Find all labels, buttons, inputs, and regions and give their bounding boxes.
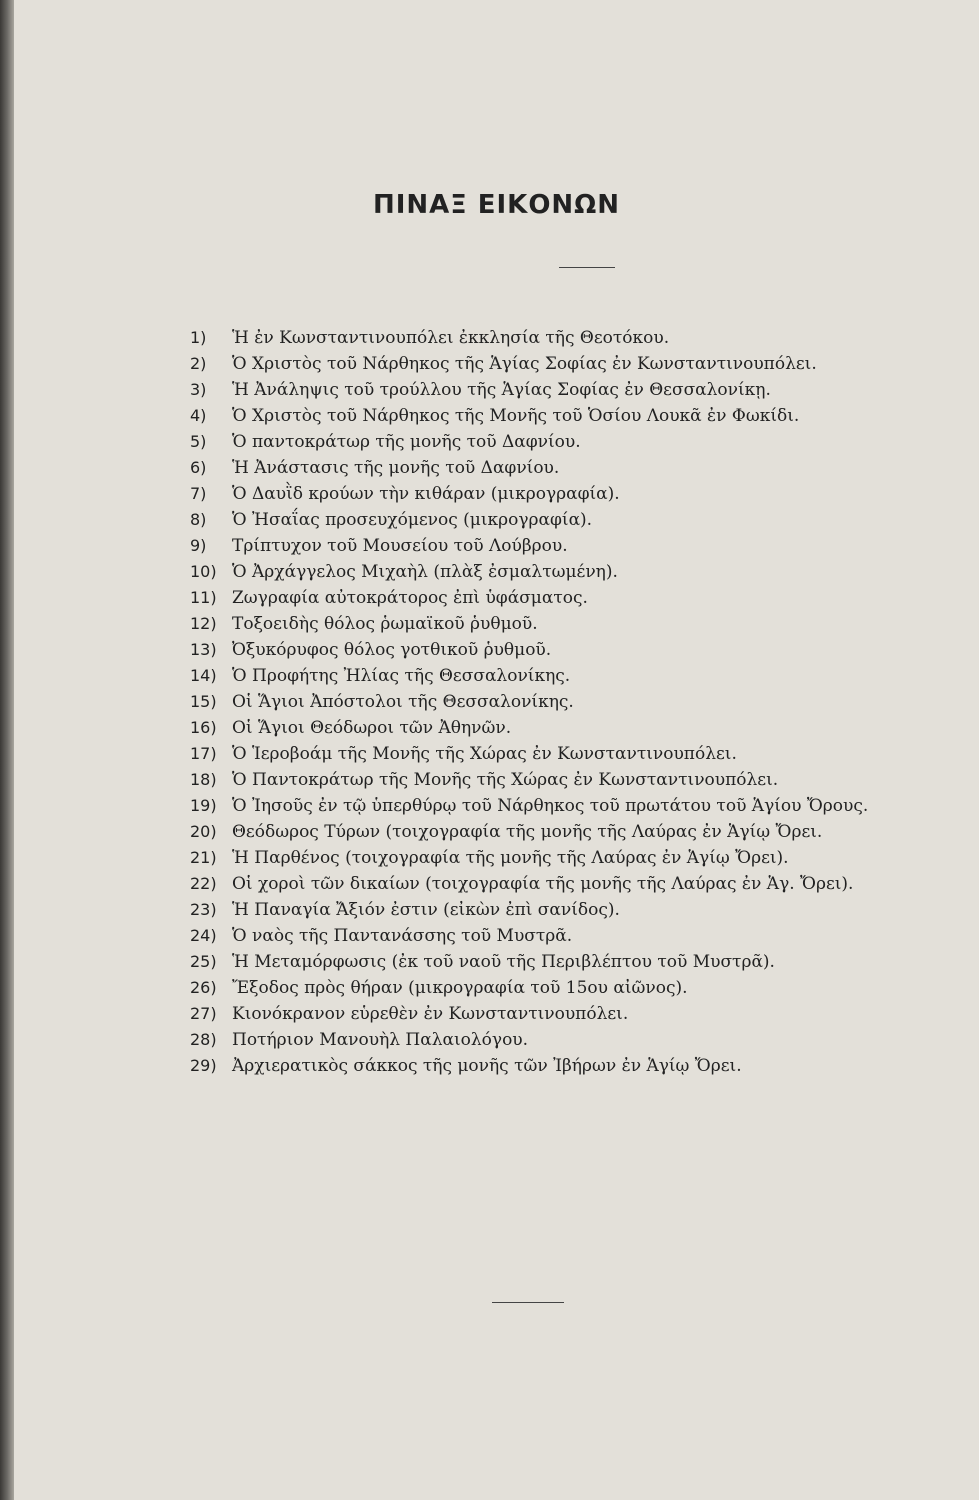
list-item [190, 429, 965, 455]
item-number: 23) [190, 900, 217, 919]
list-item [190, 741, 965, 767]
item-text: Ποτήριον Μανουὴλ Παλαιολόγου. [232, 1030, 529, 1050]
item-text: Τοξοειδὴς θόλος ῥωμαϊκοῦ ῥυθμοῦ. [232, 614, 538, 634]
list-item [190, 715, 965, 741]
item-number: 26) [190, 978, 217, 997]
list-item [190, 559, 965, 585]
list-item [190, 637, 965, 663]
item-text: Ἔξοδος πρὸς θήραν (μικρογραφία τοῦ 15ου αἰῶνος). [232, 978, 688, 998]
item-text: Ὁ παντοκράτωρ τῆς μονῆς τοῦ Δαφνίου. [232, 432, 581, 452]
list-item [190, 949, 965, 975]
book-spine-shadow [0, 0, 14, 1500]
list-item [190, 845, 965, 871]
item-number: 5) [190, 432, 207, 451]
item-text: Ἡ ἐν Κωνσταντινουπόλει ἐκκλησία τῆς Θεοτόκου. [232, 328, 670, 348]
item-number: 11) [190, 588, 217, 607]
item-number: 10) [190, 562, 217, 581]
item-text: Θεόδωρος Τύρων (τοιχογραφία τῆς μονῆς τῆς Λαύρας ἐν Ἁγίῳ Ὄρει. [232, 822, 823, 842]
list-item [190, 481, 965, 507]
item-text: Ἡ Ἀνάστασις τῆς μονῆς τοῦ Δαφνίου. [232, 458, 560, 478]
item-number: 15) [190, 692, 217, 711]
list-item [190, 325, 965, 351]
item-number: 1) [190, 328, 207, 347]
item-text: Ὁ Προφήτης Ἠλίας τῆς Θεσσαλονίκης. [232, 666, 571, 686]
item-number: 25) [190, 952, 217, 971]
item-text: Ὁ Δαυῒδ κρούων τὴν κιθάραν (μικρογραφία). [232, 484, 620, 504]
item-number: 3) [190, 380, 207, 399]
list-item [190, 377, 965, 403]
item-number: 16) [190, 718, 217, 737]
item-text: Ὁ ναὸς τῆς Παντανάσσης τοῦ Μυστρᾶ. [232, 926, 573, 946]
item-number: 18) [190, 770, 217, 789]
title-divider [559, 267, 615, 268]
item-number: 28) [190, 1030, 217, 1049]
item-number: 29) [190, 1056, 217, 1075]
list-item [190, 507, 965, 533]
item-text: Ἀρχιερατικὸς σάκκος τῆς μονῆς τῶν Ἰβήρων ἐν Ἁγίῳ Ὄρει. [232, 1056, 742, 1076]
item-number: 22) [190, 874, 217, 893]
item-text: Οἱ Ἅγιοι Θεόδωροι τῶν Ἀθηνῶν. [232, 718, 512, 738]
end-divider [492, 1302, 564, 1303]
list-item [190, 455, 965, 481]
item-text: Ὁ Παντοκράτωρ τῆς Μονῆς τῆς Χώρας ἐν Κωνσταντινουπόλει. [232, 770, 779, 790]
item-text: Ὁ Ἰησοῦς ἐν τῷ ὑπερθύρῳ τοῦ Νάρθηκος τοῦ πρωτάτου τοῦ Ἁγίου Ὄρους. [232, 796, 869, 816]
item-number: 6) [190, 458, 207, 477]
item-number: 27) [190, 1004, 217, 1023]
item-text: Ὁ Ἀρχάγγελος Μιχαὴλ (πλὰξ ἐσμαλτωμένη). [232, 562, 618, 582]
item-text: Τρίπτυχον τοῦ Μουσείου τοῦ Λούβρου. [232, 536, 568, 556]
list-item [190, 533, 965, 559]
item-text: Ὁ Χριστὸς τοῦ Νάρθηκος τῆς Ἁγίας Σοφίας ἐν Κωνσταντινουπόλει. [232, 354, 817, 374]
list-item [190, 819, 965, 845]
item-text: Οἱ χοροὶ τῶν δικαίων (τοιχογραφία τῆς μονῆς τῆς Λαύρας ἐν Ἁγ. Ὄρει). [232, 874, 854, 894]
item-number: 21) [190, 848, 217, 867]
item-text: Ἡ Παρθένος (τοιχογραφία τῆς μονῆς τῆς Λαύρας ἐν Ἁγίῳ Ὄρει). [232, 848, 789, 868]
list-item [190, 585, 965, 611]
item-number: 20) [190, 822, 217, 841]
item-number: 8) [190, 510, 207, 529]
page-title: ΠΙΝΑΞ ΕΙΚΟΝΩΝ [372, 190, 621, 220]
item-number: 13) [190, 640, 217, 659]
item-number: 4) [190, 406, 207, 425]
item-number: 17) [190, 744, 217, 763]
item-number: 9) [190, 536, 207, 555]
list-item [190, 897, 965, 923]
list-item [190, 351, 965, 377]
item-text: Ἡ Παναγία Ἄξιόν ἐστιν (εἰκὼν ἐπὶ σανίδος). [232, 900, 620, 920]
item-number: 7) [190, 484, 207, 503]
list-item [190, 975, 965, 1001]
item-number: 24) [190, 926, 217, 945]
list-item [190, 793, 965, 819]
figure-list [190, 325, 965, 1079]
item-text: Ὁ Ἠσαΐας προσευχόμενος (μικρογραφία). [232, 510, 593, 530]
item-number: 12) [190, 614, 217, 633]
item-text: Οἱ Ἅγιοι Ἀπόστολοι τῆς Θεσσαλονίκης. [232, 692, 574, 712]
list-item [190, 871, 965, 897]
list-item [190, 1001, 965, 1027]
item-text: Ζωγραφία αὐτοκράτορος ἐπὶ ὑφάσματος. [232, 588, 588, 608]
list-item [190, 767, 965, 793]
list-item [190, 923, 965, 949]
item-number: 14) [190, 666, 217, 685]
item-text: Ὁ Χριστὸς τοῦ Νάρθηκος τῆς Μονῆς τοῦ Ὁσίου Λουκᾶ ἐν Φωκίδι. [232, 406, 800, 426]
item-text: Κιονόκρανον εὑρεθὲν ἐν Κωνσταντινουπόλει. [232, 1004, 629, 1024]
list-item [190, 1053, 965, 1079]
list-item [190, 689, 965, 715]
list-item [190, 1027, 965, 1053]
item-text: Ὀξυκόρυφος θόλος γοτθικοῦ ῥυθμοῦ. [232, 640, 552, 660]
list-item [190, 403, 965, 429]
document-page [14, 0, 979, 1500]
item-text: Ἡ Μεταμόρφωσις (ἐκ τοῦ ναοῦ τῆς Περιβλέπτου τοῦ Μυστρᾶ). [232, 952, 775, 972]
item-number: 2) [190, 354, 207, 373]
list-item [190, 663, 965, 689]
list-item [190, 611, 965, 637]
item-number: 19) [190, 796, 217, 815]
item-text: Ὁ Ἱεροβοάμ τῆς Μονῆς τῆς Χώρας ἐν Κωνσταντινουπόλει. [232, 744, 737, 764]
item-text: Ἡ Ἀνάληψις τοῦ τρούλλου τῆς Ἁγίας Σοφίας ἐν Θεσσαλονίκῃ. [232, 380, 771, 400]
